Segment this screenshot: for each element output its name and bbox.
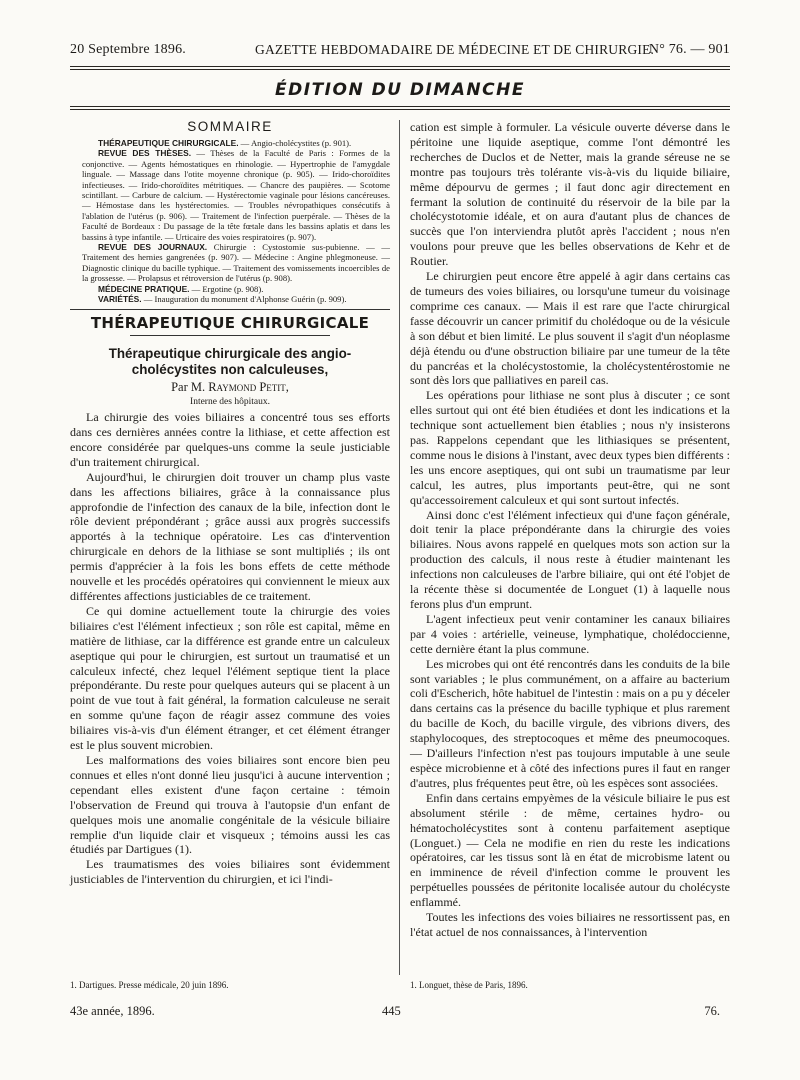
footnote-left: 1. Dartigues. Presse médicale, 20 juin 1896. bbox=[70, 980, 229, 990]
section-title-underline bbox=[130, 335, 330, 336]
left-column bbox=[70, 120, 390, 887]
sommaire-entry bbox=[70, 294, 390, 304]
header-issue-page: N° 76. — 901 bbox=[648, 42, 730, 57]
author-name: Raymond Petit, bbox=[208, 380, 289, 395]
sommaire-entry-label: REVUE DES THÈSES. bbox=[98, 148, 192, 159]
footer-signature: 76. bbox=[704, 1004, 720, 1018]
sommaire-title: SOMMAIRE bbox=[187, 119, 273, 134]
sommaire-entry-label: THÉRAPEUTIQUE CHIRURGICALE. bbox=[98, 137, 239, 148]
sommaire-entry bbox=[70, 148, 390, 242]
sommaire-entry-text: Chirurgie : Cystostomie sus-pubienne. — — Traitement des hernies gangrenées (p. 907). — Médecine : Angine phlegmoneuse. — Diagnostic clinique du bacille typhique. — Traitement des vomissements incoercibles de la grossesse. — Prolapsus et rétroversion de l'utérus (p. 908). bbox=[82, 241, 390, 284]
body-paragraph: Ce qui domine actuellement toute la chirurgie des voies biliaires c'est l'élément infectieux ; son rôle est capital, même en matière de lithiase, car la différence est grande entre un calculeux aseptique qui pour le chirurgien, est surtout un traumatisé et un calculeux infecté, chez lequel l'élément septique tient la place prépondérante. Du reste pour quelques auteurs qui se placent à un point de vue tout à fait général, la formation calculeuse ne serait en somme qu'une façon de réagir assez commune des voies biliaires vis-à-vis d'un élément étranger, et cet élément étranger est le plus souvent microbien. bbox=[70, 603, 390, 753]
edition-title: ÉDITION DU DIMANCHE bbox=[275, 80, 525, 100]
footer-year: 43e année, 1896. bbox=[70, 1004, 155, 1018]
body-paragraph: Les malformations des voies biliaires sont encore bien peu connues et elles n'ont donné lieu jusqu'ici à aucune intervention ; cependant elles existent d'une façon certaine : témoin l'observation de Freund qui trouva à l'autopsie d'un enfant de quelques mois une anomalie congénitale de la vésicule biliaire remplie d'un liquide clair et visqueux ; témoins aussi les cas étudiés par Dartigues (1). bbox=[70, 752, 390, 857]
sommaire-entry bbox=[70, 242, 390, 284]
body-paragraph: Les traumatismes des voies biliaires sont évidemment justiciables de l'intervention du chirurgien, et ici l'indi- bbox=[70, 857, 390, 887]
body-paragraph: Les microbes qui ont été rencontrés dans les conduits de la bile sont variables ; le plus communément, on a affaire au bacterium coli d'Escherich, hôte habituel de l'intestin : mais on a pu y déceler dans certains cas la présence du bacille typhique et plus rarement du bacille de Koch, du bacille virgule, des vibrions divers, des staphylocoques, des streptocoques et même des pneumocoques. — D'ailleurs l'infection n'est pas toujours imputable à une seule espèce microbienne et à côté des infections pures il faut en ranger d'autres, plus fréquentes peut être, où les espèces sont associées. bbox=[410, 656, 730, 790]
byline-prefix: Par M. bbox=[171, 380, 209, 395]
page-footer bbox=[70, 1004, 730, 1022]
section-title: THÉRAPEUTIQUE CHIRURGICALE bbox=[90, 314, 370, 333]
body-paragraph: Ainsi donc c'est l'élément infectieux qui d'une façon générale, doit tenir la place prépondérante dans la chirurgie des voies biliaires. Nous avons rappelé en quelques mots son action sur la production des calculs, il nous reste à étudier maintenant les infections non calculeuses de l'arbre biliaire, qui ont été l'objet de la récente thèse si documentée de Longuet (1) à laquelle nous ferons plus d'un emprunt. bbox=[410, 507, 730, 611]
footnote-right: 1. Longuet, thèse de Paris, 1896. bbox=[410, 980, 528, 990]
sommaire-entry-label: VARIÉTÉS. bbox=[98, 294, 142, 304]
edition-rule-top bbox=[70, 106, 730, 107]
header-journal-title: GAZETTE HEBDOMADAIRE DE MÉDECINE ET DE CHIRURGIE. bbox=[255, 42, 655, 57]
header-rule-top bbox=[70, 66, 730, 67]
body-paragraph: Le chirurgien peut encore être appelé à agir dans certains cas de tumeurs des voies biliaires, ou lorsqu'une tumeur du voisinage comprime ces canaux. — Mais il est rare que l'acte chirurgical fasse découvrir un cancer primitif du cholédoque ou de la vésicule à son début et bien limité. Le plus souvent il s'agit d'un néoplasme déjà étendu ou d'une obstruction biliaire par une tumeur de la tête du pancréas et la cholécystostomie, la cholécystentérostomie ne sont dès lors que palliatives en pareil cas. bbox=[410, 269, 730, 388]
section-rule bbox=[70, 309, 390, 310]
header-date: 20 Septembre 1896. bbox=[70, 42, 186, 57]
column-divider bbox=[399, 120, 400, 975]
sommaire-entry-text: — Thèses de la Faculté de Paris : Formes de la conjonctive. — Agents hémostatiques en rhinologie. — Hypertrophie de l'amygdale linguale. — Massage dans l'otite moyenne chronique (p. 905). — Irido-choroïdites infectieuses. — Irido-choroïdites métritiques. — Chancre des paupières. — Scotome scintillant. — Carbure de calcium. — Hystérectomie vaginale pour lésions cancéreuses. — Hémostase dans les hystérectomies. — Troubles névropathiques consécutifs à l'ablation de l'utérus (p. 906). — Traitement de l'infection puerpérale. — Thèses de la Faculté de Bordeaux : Du passage de la tête fœtale dans les bassins aplatis et dans les bassins à type infantile. — Urticaire des voies respiratoires (p. 907). bbox=[82, 148, 390, 242]
article-title: Thérapeutique chirurgicale des angio-cholécystites non calculeuses, bbox=[108, 346, 352, 378]
body-paragraph: Toutes les infections des voies biliaires ne ressortissent pas, en l'état actuel de nos connaissances, à l'intervention bbox=[410, 910, 730, 939]
body-paragraph: L'agent infectieux peut venir contaminer les canaux biliaires par 4 voies : artérielle, veineuse, lymphatique, cholédoccienne, cette dernière étant la plus commune. bbox=[410, 611, 730, 656]
body-paragraph: cation est simple à formuler. La vésicule ouverte déverse dans le péritoine une liquide aseptique, comme l'ont démontré les recherches de Duclos et de Netter, mais la grande séreuse ne se montre pas toujours très tolérante vis-à-vis du liquide biliaire, même dépourvu de germes ; il faut donc agir directement en fermant la solution de continuité du réservoir de la bile par la cholécystotomie idéale, et on aura d'autant plus de chances de succès que l'on interviendra plutôt après l'accident ; nous n'en voulons pour preuve que les belles observations de Kehr et de Routier. bbox=[410, 120, 730, 269]
sommaire-entry bbox=[70, 138, 390, 148]
sommaire-entry-label: REVUE DES JOURNAUX. bbox=[98, 241, 208, 252]
sommaire-entry-text: — Angio-cholécystites (p. 901). bbox=[238, 137, 352, 148]
right-column bbox=[410, 120, 730, 940]
body-paragraph: Aujourd'hui, le chirurgien doit trouver un champ plus vaste dans les affections biliaires, grâce à la connaissance plus approfondie de l'infection des canaux de la bile, infection dont le rôle devient prépondérant ; grâce aussi aux progrès successifs apportés à la technique opératoire. Les cas d'intervention chirurgicale en dehors de la lithiase se sont multipliés ; ils ont permis d'apprécier à la fois les bons effets de cette méthode nouvelle et les procédés opératoires qui conviennent le mieux aux différentes affections justiciables de ce traitement. bbox=[70, 469, 390, 603]
article-byline bbox=[70, 380, 390, 395]
edition-rule-bottom bbox=[70, 109, 730, 110]
sommaire-entry-text: — Ergotine (p. 908). bbox=[189, 283, 264, 294]
body-paragraph: Les opérations pour lithiase ne sont plus à discuter ; ce sont elles surtout qui ont été bien étudiées et dont les indications et la technique sont actuellement bien établies ; nous n'y insisterons pas. Rappelons cependant que les lithiasiques se présentent, comme nous le disions à l'instant, avec deux types bien différents : les uns encore aseptiques, qui ont subi un traumatisme par leur calcul, les autres, plus importants peut-être, qui ne sont qu'accessoirement calculeux et qui sont surtout infectés. bbox=[410, 388, 730, 507]
sommaire-entry-label: MÉDECINE PRATIQUE. bbox=[98, 283, 190, 294]
body-paragraph: La chirurgie des voies biliaires a concentré tous ses efforts dans ces dernières années contre la lithiase, et cette affection est encore considérée par quelques-uns comme la seule justiciable d'un traitement chirurgical. bbox=[70, 410, 390, 469]
running-header bbox=[70, 42, 730, 64]
footer-sheet-number: 445 bbox=[382, 1004, 401, 1018]
sommaire-entry-text: — Inauguration du monument d'Alphonse Guérin (p. 909). bbox=[141, 294, 347, 304]
header-rule-bottom bbox=[70, 69, 730, 70]
body-paragraph: Enfin dans certains empyèmes de la vésicule biliaire le pus est absolument stérile : de même, certaines hydro- ou hématocholécystites sont à contenu parfaitement aseptique (Longuet.) — Cela ne modifie en rien du reste les indications opératoires, car les tissus sont là en état de microbisme latent ou en imminence de réveil d'infection comme le prouvent les perpétuelles poussées de péritonite localisée autour du cholécyste enflammé. bbox=[410, 790, 730, 910]
author-role: Interne des hôpitaux. bbox=[190, 397, 270, 408]
sommaire-entry bbox=[70, 284, 390, 294]
